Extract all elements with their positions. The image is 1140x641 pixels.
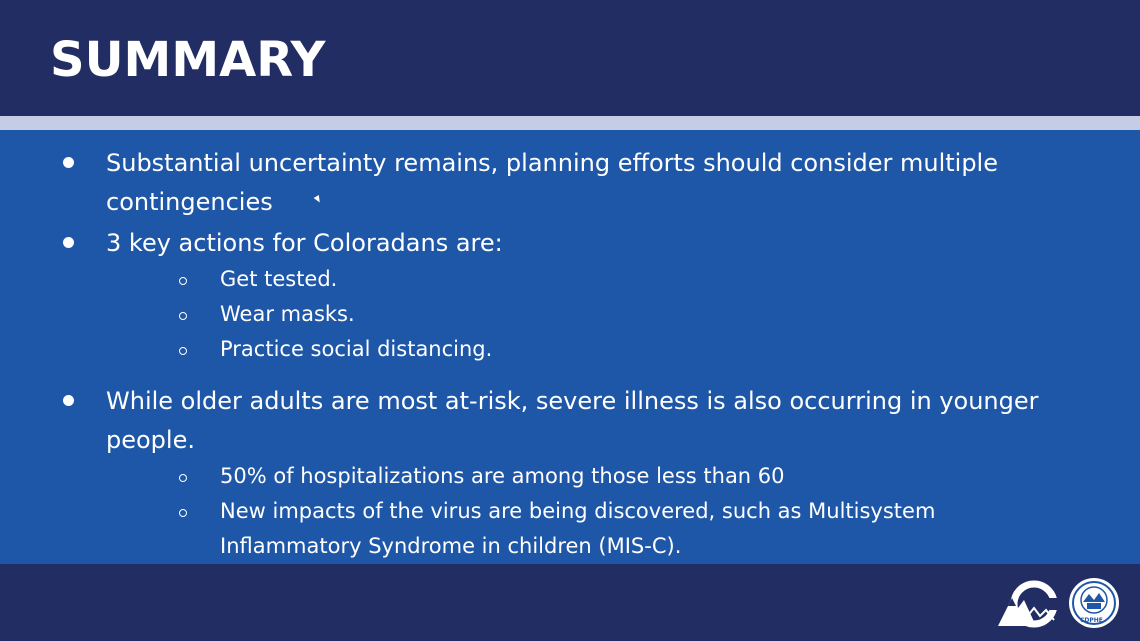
header-divider-stripe (0, 116, 1140, 130)
bullet-text: 3 key actions for Coloradans are: (106, 229, 503, 257)
sub-bullet-marker (179, 509, 187, 517)
bullet-text-continued: people. (106, 426, 195, 454)
sub-bullet-marker (179, 347, 187, 355)
sub-bullet-text: 50% of hospitalizations are among those less than 60 (220, 464, 785, 488)
sub-bullet-text: Practice social distancing. (220, 337, 493, 361)
slide-header (0, 0, 1140, 116)
sub-bullet-text: Get tested. (220, 267, 338, 291)
cdphe-label: CDPHE (1080, 617, 1103, 624)
slide-title: SUMMARY (50, 32, 326, 88)
bullet-marker (63, 395, 74, 406)
bullet-text: Substantial uncertainty remains, planning efforts should consider multiple (106, 149, 998, 177)
sub-bullet-text: Wear masks. (220, 302, 355, 326)
bullet-text-continued: contingencies (106, 188, 273, 216)
sub-bullet-marker (179, 312, 187, 320)
sub-bullet-text-continued: Inflammatory Syndrome in children (MIS-C). (220, 534, 682, 558)
slide-footer (0, 564, 1140, 641)
bullet-marker (63, 237, 74, 248)
sub-bullet-marker (179, 474, 187, 482)
bullet-marker (63, 157, 74, 168)
sub-bullet-marker (179, 277, 187, 285)
colorado-logo-icon (996, 578, 1062, 630)
sub-bullet-text: New impacts of the virus are being discovered, such as Multisystem (220, 499, 936, 523)
bullet-text: While older adults are most at-risk, severe illness is also occurring in younger (106, 387, 1039, 415)
